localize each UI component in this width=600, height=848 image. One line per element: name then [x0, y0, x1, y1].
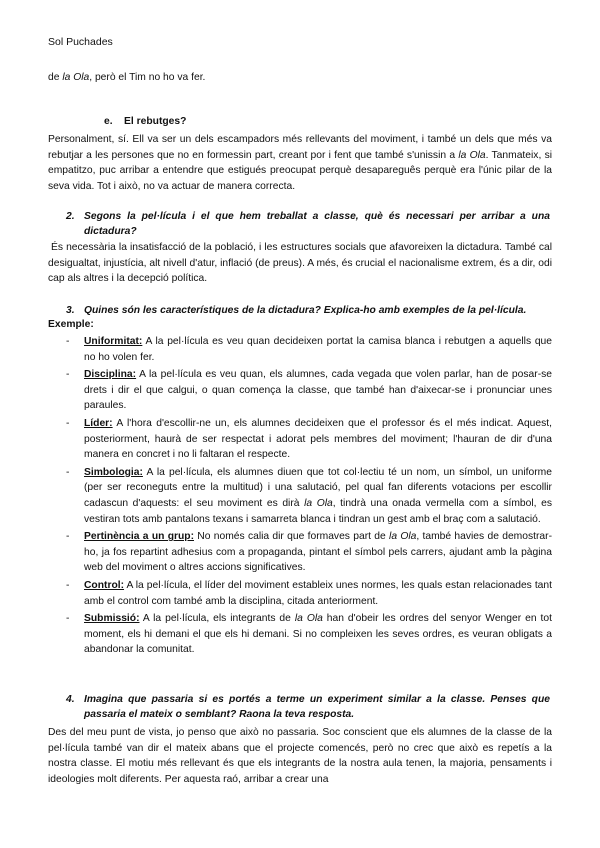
characteristic-term: Líder: — [84, 417, 113, 429]
section-e-label: e. — [104, 116, 113, 127]
list-item — [66, 334, 552, 365]
list-item — [66, 416, 552, 463]
question-text: Segons la pel·lícula i el que hem treballat a classe, què és necessari per arribar a una dictadura? — [84, 211, 550, 237]
film-title: la Ola — [294, 613, 323, 625]
list-item — [66, 367, 552, 414]
list-dash: - — [66, 336, 70, 347]
list-dash: - — [66, 531, 70, 543]
film-title: la Ola — [304, 497, 333, 509]
characteristic-term: Disciplina: — [84, 369, 137, 381]
list-dash: - — [66, 579, 70, 591]
section-e-heading — [104, 116, 186, 127]
characteristic-text-end: , tindrà una onada vermella com a símbol, es vestiran tots amb pantalons texans i samarreta blanca i tindran un gest amb el braç com a salutació. — [84, 497, 552, 525]
characteristic-text: No només calia dir que formaves part de — [194, 531, 390, 543]
characteristic-text-end: , també havies de demostrar-ho, ja fos repartint adhesius com a propaganda, pintant el símbol pels carrers, ajudant amb la pàgina web del moviment o altres accions significatives. — [84, 531, 552, 574]
characteristic-term: Simbologia: — [84, 466, 143, 478]
continuation-text-end: , però el Tim no ho va fer. — [89, 72, 206, 83]
question-number: 2. — [66, 211, 75, 222]
section-e-paragraph — [48, 132, 552, 194]
list-dash: - — [66, 369, 70, 381]
characteristic-term: Pertinència a un grup: — [84, 531, 194, 543]
author-name: Sol Puchades — [48, 36, 113, 48]
characteristic-text: A la pel·lícula, el líder del moviment estableix unes normes, les quals estan relacionades tant amb el control com també amb la disciplina, citada anteriorment. — [84, 579, 552, 607]
list-dash: - — [66, 417, 70, 429]
example-label: Exemple: — [48, 319, 94, 330]
section-e-text-1: Personalment, sí. Ell va ser un dels escampadors més rellevants del moviment, i també un dels que més va rebutjar a les persones que no en formessin part, creant por i fent que també s'unissin a — [48, 134, 552, 161]
characteristic-text: A la pel·lícula es veu quan, els alumnes, cada vegada que volen parlar, han de posar-se drets i dir el que calgui, o quan comença la classe, que també han d'aixecar-se i pronunciar unes paraules. — [84, 369, 552, 412]
list-item — [66, 465, 552, 527]
list-dash: - — [66, 466, 70, 478]
question-text: Imagina que passaria si es portés a terme un experiment similar a la classe. Penses que passaria el mateix o semblant? Raona la teva resposta. — [84, 694, 550, 720]
question-text: Quines són les característiques de la dictadura? Explica-ho amb exemples de la pel·lícula. — [84, 305, 527, 316]
question-3 — [66, 303, 550, 318]
characteristics-list — [66, 334, 552, 660]
characteristic-term: Uniformitat: — [84, 336, 143, 347]
question-4-answer: Des del meu punt de vista, jo penso que això no passaria. Soc conscient que els alumnes de la classe de la pel·lícula també van dir el mateix abans que el projecte comencés, però no crec que això es repetís a la nostra classe. El motiu més rellevant és que els integrants de la nostra aula tenen, la majoria, pensaments i ideologies molt diferents. Per aquesta raó, arribar a crear una — [48, 727, 552, 785]
section-e-text-2: . Tanmateix, si empatitzo, puc arribar a entendre que estigués preocupat perquè desapareguês perquè era l'únic pilar de la seva vida. Tot i això, no va actuar de manera correcta. — [48, 149, 553, 192]
question-2 — [66, 209, 550, 239]
list-item — [66, 611, 552, 658]
characteristic-text: A la pel·lícula, els integrants de — [139, 613, 295, 625]
list-item — [66, 578, 552, 609]
list-item — [66, 529, 552, 576]
characteristic-term: Control: — [84, 579, 125, 591]
question-number: 4. — [66, 694, 75, 705]
characteristic-text: A la pel·lícula, els alumnes diuen que tot col·lectiu té un nom, un símbol, un uniforme (per ser reconeguts entre la multitud) i una salutació, pel qual fan diferents votacions per escollir cadascun d'aquests: el seu moviment es dirà — [84, 466, 552, 509]
characteristic-term: Submissió: — [84, 613, 140, 625]
section-e-title: El rebutges? — [124, 116, 187, 127]
characteristic-text-end: han d'obeir les ordres del senyor Wenger en tot moment, els hi demani el que els hi demani. Si no compleixen les seves ordres, es veuran obligats a abandonar la comunitat. — [84, 613, 552, 656]
continuation-text: de — [48, 72, 63, 83]
characteristic-text: A la pel·lícula es veu quan decideixen portat la camisa blanca i rebutgen a aquells que no ho volen fer. — [84, 336, 552, 363]
characteristic-text: A l'hora d'escollir-ne un, els alumnes decideixen que el professor és el més indicat. Aquest, posteriorment, haurà de ser respectat i adorat pels membres del moviment; l'hauran de dir d'una manera en concret i no li faltaran el respecte. — [84, 417, 552, 461]
question-2-answer: És necessària la insatisfacció de la població, i les estructures socials que afavoreixen la dictadura. També cal desigualtat, injustícia, alt nivell d'atur, inflació (de preus). A més, és crucial el nacionalisme extrem, és a dir, odi cap als altres i la decepció política. — [48, 242, 552, 285]
film-title: la Ola — [389, 531, 417, 543]
film-title: la Ola — [62, 72, 90, 83]
list-dash: - — [66, 613, 70, 625]
film-title: la Ola — [458, 149, 486, 161]
question-4 — [66, 692, 550, 722]
continuation-line — [48, 72, 548, 83]
question-number: 3. — [66, 305, 75, 316]
